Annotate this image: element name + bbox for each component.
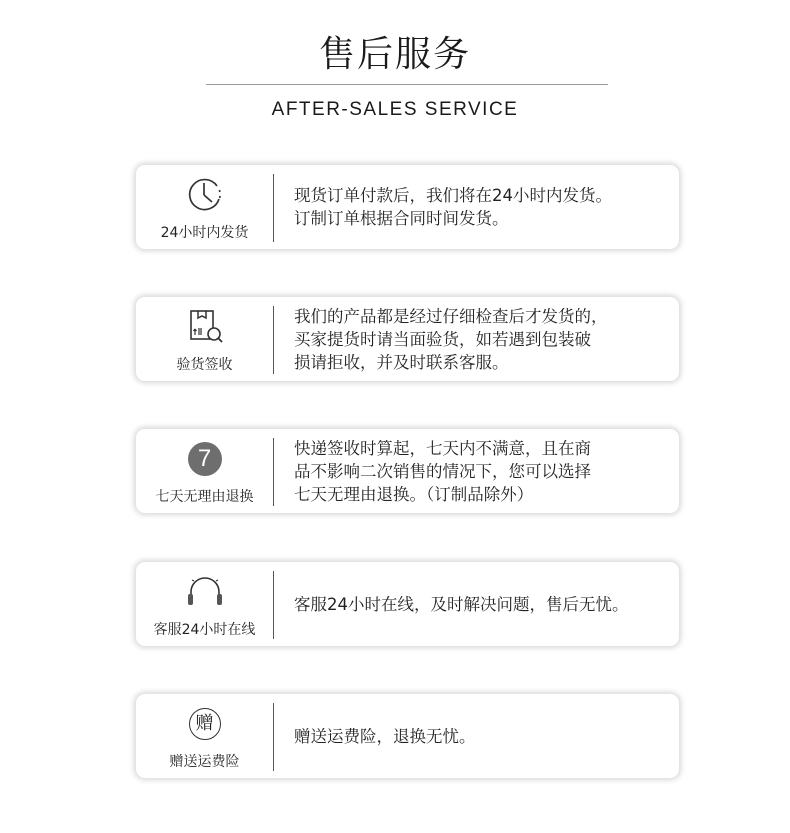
card-divider <box>273 438 274 506</box>
card-description <box>294 429 659 513</box>
card-icon-area <box>136 694 273 778</box>
card-label: 赠送运费险 <box>169 754 240 770</box>
description-line: 七天无理由退换。（订制品除外） <box>294 484 534 504</box>
card-icon-area <box>136 562 273 646</box>
card-label: 客服24小时在线 <box>153 622 256 638</box>
card-description <box>294 562 659 646</box>
card-label: 七天无理由退换 <box>155 489 254 505</box>
description-line: 损请拒收，并及时联系客服。 <box>294 352 509 372</box>
service-card-inspection <box>136 297 679 381</box>
card-description <box>294 694 659 778</box>
title-divider <box>206 84 608 85</box>
card-label: 24小时内发货 <box>160 225 249 241</box>
package-inspect-icon <box>184 307 226 347</box>
service-card-insurance <box>136 694 679 778</box>
gift-badge-icon: 赠 <box>189 708 221 740</box>
card-label: 验货签收 <box>176 357 233 373</box>
card-divider <box>273 703 274 771</box>
card-description <box>294 165 659 249</box>
page-subtitle: AFTER-SALES SERVICE <box>271 99 519 120</box>
card-icon-area <box>136 165 273 249</box>
card-divider <box>273 571 274 639</box>
description-line: 快递签收时算起，七天内不满意，且在商 <box>294 438 591 458</box>
description-line: 现货订单付款后，我们将在24小时内发货。 <box>294 186 612 205</box>
service-card-support <box>136 562 679 646</box>
card-description <box>294 297 659 381</box>
service-card-shipping <box>136 165 679 249</box>
card-divider <box>273 174 274 242</box>
description-line: 客服24小时在线，及时解决问题，售后无忧。 <box>294 594 629 614</box>
description-line: 赠送运费险，退换无忧。 <box>294 726 476 746</box>
card-divider <box>273 306 274 374</box>
description-line: 品不影响二次销售的情况下，您可以选择 <box>294 461 591 481</box>
seven-day-badge-icon: 7 <box>188 442 222 476</box>
clock-icon <box>185 175 225 215</box>
page-title: 售后服务 <box>318 34 471 75</box>
card-icon-area <box>136 429 273 513</box>
headset-icon <box>185 572 225 612</box>
description-line: 买家提货时请当面验货，如若遇到包装破 <box>294 329 591 349</box>
description-line: 订制订单根据合同时间发货。 <box>294 209 509 228</box>
card-icon-area <box>136 297 273 381</box>
description-line: 我们的产品都是经过仔细检查后才发货的， <box>294 306 608 326</box>
service-card-returns <box>136 429 679 513</box>
